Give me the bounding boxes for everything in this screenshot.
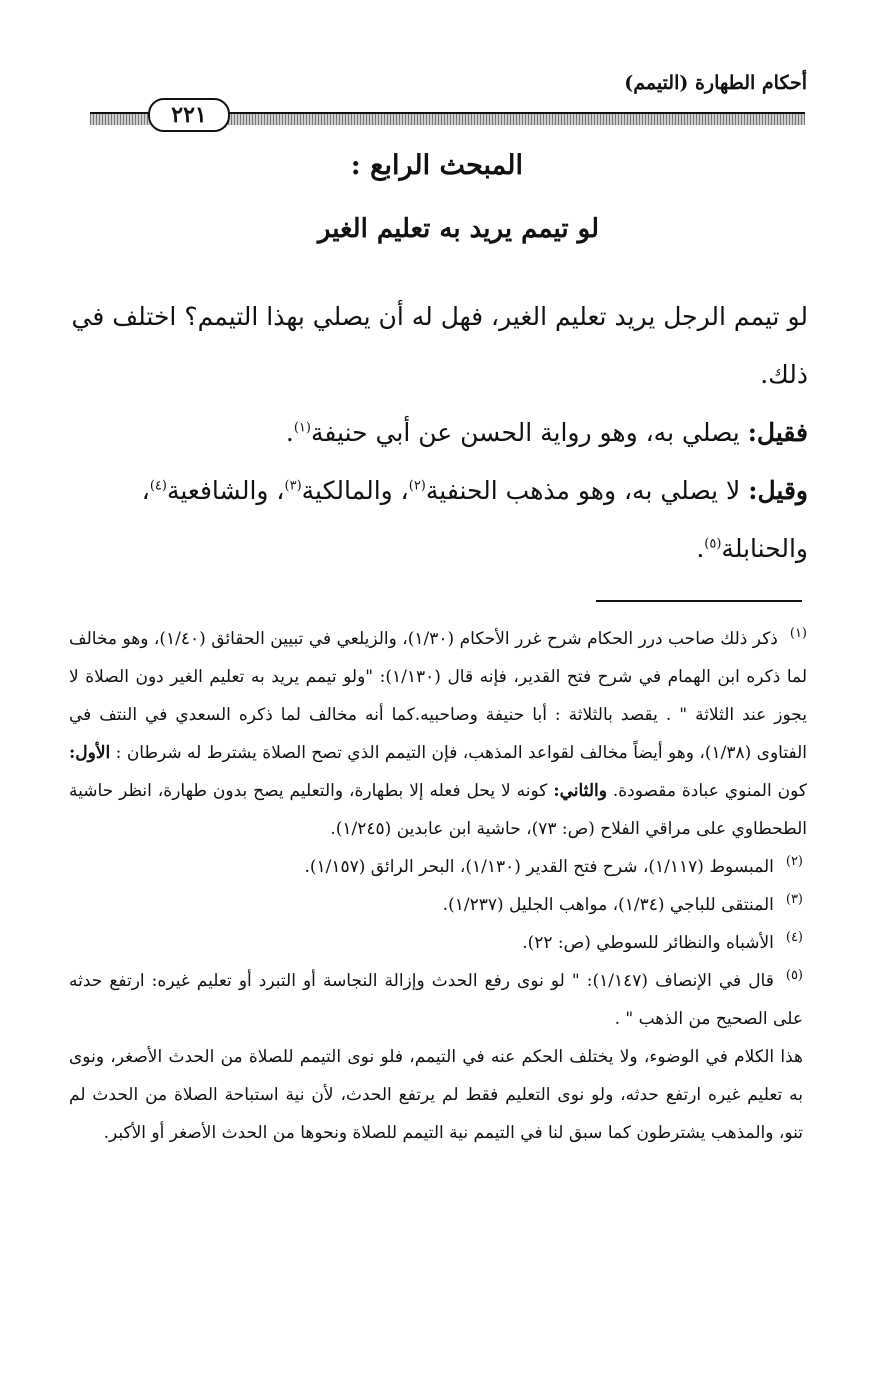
footnote-2-text: المبسوط (١/١١٧)، شرح فتح القدير (١/١٣٠)، البحر الرائق (١/١٥٧). bbox=[304, 857, 774, 877]
footnote-5-text: قال في الإنصاف (١/١٤٧): " لو نوى رفع الحدث وإزالة النجاسة أو التبرد أو تعليم غيره: ارتفع حدثه على الصحيح من الذهب " . bbox=[69, 971, 803, 1029]
first-opinion-lead: فقيل: bbox=[747, 418, 808, 447]
second-opinion-text-b: ، والمالكية bbox=[301, 476, 409, 505]
section-title: لو تيمم يريد به تعليم الغير bbox=[317, 214, 599, 244]
footnote-4-number: (٤) bbox=[785, 930, 803, 946]
footnotes bbox=[69, 620, 807, 1152]
first-opinion-end: . bbox=[285, 418, 294, 447]
footnote-1-number: (١) bbox=[789, 626, 807, 642]
footnote-ref-1: (١) bbox=[293, 420, 311, 436]
footnote-3 bbox=[69, 886, 807, 924]
footnote-2-number: (٢) bbox=[785, 854, 803, 870]
second-opinion-text-d: ، والحنابلة bbox=[141, 476, 808, 563]
footnote-5-continuation: هذا الكلام في الوضوء، ولا يختلف الحكم عنه في التيمم، فلو نوى التيمم للصلاة من الحدث الأصغر، ونوى به تعليم غيره ارتفع حدثه، ولو نوى التعليم فقط لم يرتفع الحدث، لأن نية استباحة الصلاة من الحدث لم تنو، والمذهب يشترطون كما سبق لنا في التيمم نية التيمم للصلاة ونحوها من الحدث الأصغر أو الأكبر. bbox=[69, 1047, 803, 1143]
second-opinion-end: . bbox=[696, 534, 705, 563]
footnote-ref-3: (٣) bbox=[284, 478, 302, 494]
footnote-5 bbox=[69, 962, 807, 1038]
footnote-1-text-c: كونه لا يحل فعله إلا بطهارة، والتعليم يصح بدون طهارة، انظر حاشية الطحطاوي على مراقي الفلاح (ص: ٧٣)، حاشية ابن عابدين (١/٢٤٥). bbox=[69, 781, 807, 839]
first-opinion-text: يصلي به، وهو رواية الحسن عن أبي حنيفة bbox=[310, 418, 748, 447]
footnote-ref-4: (٤) bbox=[149, 478, 167, 494]
footnote-1 bbox=[69, 620, 807, 848]
section-label: المبحث الرابع : bbox=[350, 150, 523, 181]
footnote-5-number: (٥) bbox=[785, 968, 803, 984]
footnote-3-text: المنتقى للباجي (١/٣٤)، مواهب الجليل (١/٢٣٧). bbox=[442, 895, 774, 915]
footnote-1-bold-first: الأول: bbox=[69, 743, 111, 763]
footnote-separator bbox=[596, 600, 802, 602]
footnote-ref-2: (٢) bbox=[408, 478, 426, 494]
first-opinion bbox=[68, 404, 808, 462]
second-opinion-lead: وقيل: bbox=[748, 476, 808, 505]
second-opinion-text-c: ، والشافعية bbox=[166, 476, 285, 505]
main-text bbox=[68, 288, 808, 578]
footnote-1-text-a: ذكر ذلك صاحب درر الحكام شرح غرر الأحكام (١/٣٠)، والزيلعي في تبيين الحقائق (١/٤٠)، وهو مخالف لما ذكره ابن الهمام في شرح فتح القدير، فإنه قال (١/١٣٠): "ولو تيمم يريد به تعليم الغير دون الصلاة لا يجوز عند الثلاثة " . يقصد بالثلاثة : أبا حنيفة وصاحبيه.كما أنه مخالف لما ذكره السعدي في النتف في الفتاوى (١/٣٨)، وهو أيضاً مخالف لقواعد المذهب، فإن التيمم الذي تصح الصلاة يشترط له شرطان : bbox=[69, 629, 808, 763]
footnote-1-bold-second: والثاني: bbox=[553, 781, 607, 801]
page-number: ٢٢١ bbox=[148, 98, 230, 132]
footnote-4 bbox=[69, 924, 807, 962]
footnote-3-number: (٣) bbox=[785, 892, 803, 908]
footnote-ref-5: (٥) bbox=[704, 536, 722, 552]
footnote-2 bbox=[69, 848, 807, 886]
footnote-4-text: الأشباه والنظائر للسوطي (ص: ٢٢). bbox=[522, 933, 774, 953]
intro-paragraph: لو تيمم الرجل يريد تعليم الغير، فهل له أن يصلي بهذا التيمم؟ اختلف في ذلك. bbox=[71, 302, 808, 389]
running-title: أحكام الطهارة (التيمم) bbox=[624, 72, 807, 94]
second-opinion-text-a: لا يصلي به، وهو مذهب الحنفية bbox=[425, 476, 749, 505]
second-opinion bbox=[68, 462, 808, 578]
footnote-1-text-b: كون المنوي عبادة مقصودة. bbox=[606, 781, 807, 801]
